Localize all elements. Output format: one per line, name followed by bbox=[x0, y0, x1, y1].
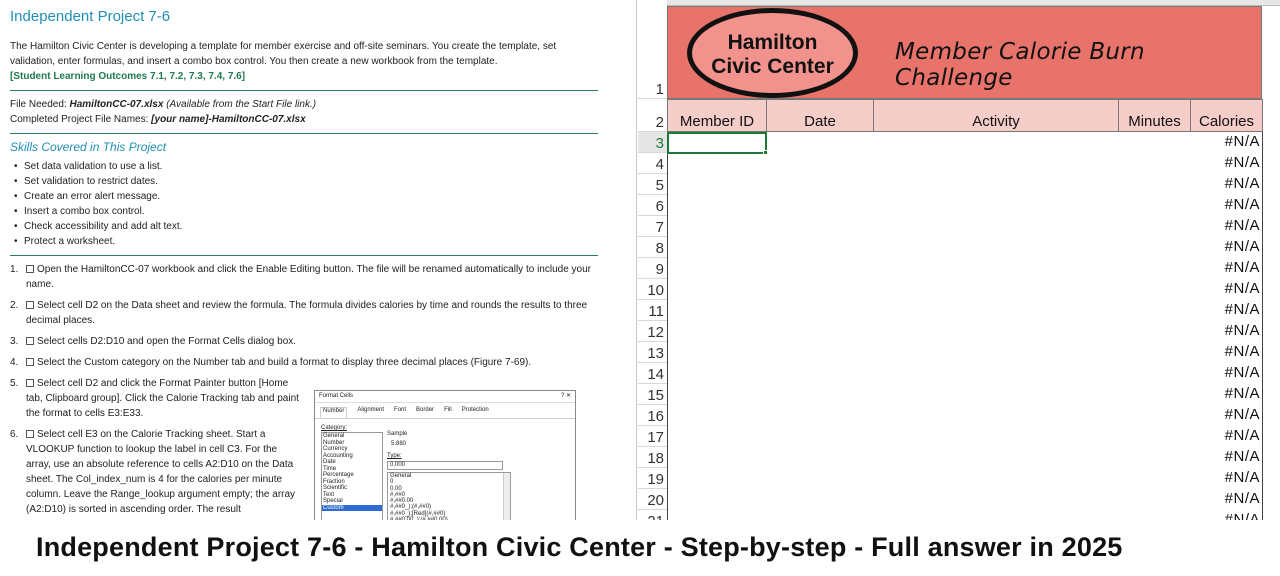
row-header[interactable]: 8 bbox=[638, 237, 667, 258]
caption-text: Independent Project 7-6 - Hamilton Civic Center - Step-by-step - Full answer in 2025 bbox=[36, 532, 1123, 562]
logo-line-1: Hamilton bbox=[727, 31, 818, 54]
data-cell[interactable] bbox=[667, 342, 767, 364]
data-cell[interactable] bbox=[1118, 342, 1191, 364]
data-cell[interactable] bbox=[667, 363, 767, 385]
data-cell[interactable] bbox=[667, 153, 767, 175]
data-cell[interactable] bbox=[766, 489, 874, 511]
data-cell[interactable] bbox=[1118, 321, 1191, 343]
data-cell[interactable] bbox=[873, 384, 1119, 406]
data-cell[interactable] bbox=[766, 468, 874, 490]
step-number: 6. bbox=[10, 429, 19, 440]
data-cell[interactable] bbox=[766, 279, 874, 301]
row-header[interactable]: 6 bbox=[638, 195, 667, 216]
row-header[interactable]: 12 bbox=[638, 321, 667, 342]
sheet-headline: Member Calorie Burn Challenge bbox=[895, 39, 1145, 91]
panel-divider bbox=[608, 0, 638, 520]
category-item: Accounting bbox=[323, 452, 353, 459]
row-header[interactable]: 14 bbox=[638, 363, 667, 384]
data-cell[interactable] bbox=[1118, 195, 1191, 217]
row-header[interactable]: 9 bbox=[638, 258, 667, 279]
calories-cell[interactable]: #N/A bbox=[1190, 237, 1263, 259]
data-cell[interactable] bbox=[873, 195, 1119, 217]
row-header[interactable]: 11 bbox=[638, 300, 667, 321]
data-cell[interactable] bbox=[667, 195, 767, 217]
data-cell[interactable] bbox=[766, 300, 874, 322]
step-number: 2. bbox=[10, 300, 19, 311]
format-cells-dialog-figure bbox=[314, 390, 576, 530]
row-header[interactable]: 16 bbox=[638, 405, 667, 426]
format-item: #,##0.00 bbox=[390, 498, 414, 505]
data-cell[interactable] bbox=[766, 384, 874, 406]
category-item: Number bbox=[323, 439, 345, 446]
data-cell[interactable] bbox=[667, 468, 767, 490]
format-list-scrollbar bbox=[503, 473, 510, 521]
data-cell[interactable] bbox=[873, 279, 1119, 301]
calories-cell[interactable]: #N/A bbox=[1190, 321, 1263, 343]
step-text: Select cells D2:D10 and open the Format Cells dialog box. bbox=[37, 336, 297, 347]
data-cell[interactable] bbox=[766, 447, 874, 469]
skill-item: • Insert a combo box control. bbox=[14, 204, 598, 219]
completed-file-name: [your name]-HamiltonCC-07.xlsx bbox=[151, 114, 306, 125]
skill-item: • Set data validation to use a list. bbox=[14, 159, 598, 174]
data-cell[interactable] bbox=[667, 447, 767, 469]
step-text: Select cell D2 and click the Format Painter button [Home tab, Clipboard group]. Click the Calorie Tracking tab and paint the format to cells E3:E33. bbox=[26, 378, 299, 419]
format-item: 0.00 bbox=[390, 485, 402, 492]
skills-list bbox=[10, 159, 598, 249]
step-item bbox=[10, 427, 300, 517]
step-number: 4. bbox=[10, 357, 19, 368]
step-checkbox[interactable] bbox=[26, 430, 34, 438]
data-cell[interactable] bbox=[873, 342, 1119, 364]
row-header[interactable]: 18 bbox=[638, 447, 667, 468]
data-cell[interactable] bbox=[1118, 258, 1191, 280]
skill-item: • Create an error alert message. bbox=[14, 189, 598, 204]
calories-cell[interactable]: #N/A bbox=[1190, 153, 1263, 175]
category-item: Date bbox=[323, 459, 336, 465]
dialog-tab: Font bbox=[394, 407, 407, 413]
data-cell[interactable] bbox=[766, 342, 874, 364]
format-item: General bbox=[390, 473, 412, 479]
column-header-cell[interactable]: Date bbox=[766, 99, 874, 132]
type-input: 0.000 bbox=[387, 461, 503, 470]
data-cell[interactable] bbox=[766, 363, 874, 385]
completed-file: Completed Project File Names: [your name]-HamiltonCC-07.xlsx bbox=[10, 114, 306, 125]
data-cell[interactable] bbox=[766, 195, 874, 217]
data-cell[interactable] bbox=[1118, 426, 1191, 448]
sample-value: 5.880 bbox=[391, 441, 407, 447]
category-item: Time bbox=[323, 465, 337, 472]
step-checkbox[interactable] bbox=[26, 379, 34, 387]
category-item: Custom bbox=[322, 505, 382, 512]
fill-handle[interactable] bbox=[763, 150, 768, 155]
hamilton-logo bbox=[687, 8, 858, 98]
data-cell[interactable] bbox=[1118, 174, 1191, 196]
spreadsheet bbox=[638, 0, 1280, 520]
step-checkbox[interactable] bbox=[26, 337, 34, 345]
row-header[interactable]: 4 bbox=[638, 153, 667, 174]
format-item: #,##0 bbox=[390, 491, 406, 498]
data-cell[interactable] bbox=[667, 426, 767, 448]
category-item: General bbox=[323, 433, 345, 439]
data-cell[interactable] bbox=[766, 258, 874, 280]
data-cell[interactable] bbox=[873, 426, 1119, 448]
data-cell[interactable] bbox=[1118, 216, 1191, 238]
selected-cell[interactable] bbox=[667, 132, 767, 154]
data-cell[interactable] bbox=[873, 300, 1119, 322]
calories-cell[interactable]: #N/A bbox=[1190, 405, 1263, 427]
calories-cell[interactable]: #N/A bbox=[1190, 489, 1263, 511]
calories-cell[interactable]: #N/A bbox=[1190, 279, 1263, 301]
video-caption bbox=[0, 520, 1280, 576]
data-cell[interactable] bbox=[1118, 489, 1191, 511]
calories-cell[interactable]: #N/A bbox=[1190, 300, 1263, 322]
dialog-tab: Number bbox=[320, 407, 347, 418]
data-cell[interactable] bbox=[873, 468, 1119, 490]
row-header[interactable]: 5 bbox=[638, 174, 667, 195]
calories-cell[interactable]: #N/A bbox=[1190, 195, 1263, 217]
dialog-tab: Fill bbox=[444, 407, 452, 413]
dialog-tab: Protection bbox=[461, 407, 489, 413]
data-cell[interactable] bbox=[667, 321, 767, 343]
data-cell[interactable] bbox=[1118, 384, 1191, 406]
data-cell[interactable] bbox=[873, 405, 1119, 427]
data-cell[interactable] bbox=[766, 216, 874, 238]
data-cell[interactable] bbox=[873, 237, 1119, 259]
column-header-cell[interactable]: Activity bbox=[873, 99, 1119, 132]
row-header[interactable]: 1 bbox=[638, 6, 667, 99]
skill-item: • Check accessibility and add alt text. bbox=[14, 219, 598, 234]
dialog-controls: ? ✕ bbox=[560, 393, 571, 399]
format-item: #,##0_);[Red](#,##0) bbox=[390, 510, 446, 517]
row-header[interactable]: 15 bbox=[638, 384, 667, 405]
step-item bbox=[10, 262, 598, 292]
data-cell[interactable] bbox=[766, 174, 874, 196]
dialog-title: Format Cells bbox=[319, 393, 354, 399]
calories-cell[interactable]: #N/A bbox=[1190, 468, 1263, 490]
dialog-tab: Border bbox=[416, 407, 435, 413]
category-item: Fraction bbox=[323, 478, 345, 485]
calories-cell[interactable]: #N/A bbox=[1190, 447, 1263, 469]
title-banner bbox=[667, 6, 1262, 99]
data-cell[interactable] bbox=[766, 321, 874, 343]
calories-cell[interactable]: #N/A bbox=[1190, 342, 1263, 364]
sample-label: Sample bbox=[387, 431, 408, 437]
step-checkbox[interactable] bbox=[26, 265, 34, 273]
calories-cell[interactable]: #N/A bbox=[1190, 132, 1263, 154]
data-cell[interactable] bbox=[1118, 468, 1191, 490]
category-item: Special bbox=[323, 498, 343, 504]
dialog-tabs bbox=[315, 403, 575, 419]
project-intro: The Hamilton Civic Center is developing a template for member exercise and off-site seminars. You create the template, set validation, enter formulas, and insert a combo box control. You then create a new workbook from the template. bbox=[10, 41, 557, 67]
category-item: Percentage bbox=[323, 472, 354, 478]
step-number: 3. bbox=[10, 336, 19, 347]
learning-outcomes: [Student Learning Outcomes 7.1, 7.2, 7.3, 7.4, 7.6] bbox=[10, 71, 246, 82]
calories-cell[interactable]: #N/A bbox=[1190, 426, 1263, 448]
data-cell[interactable] bbox=[1118, 279, 1191, 301]
data-cell[interactable] bbox=[766, 405, 874, 427]
data-cell[interactable] bbox=[1118, 300, 1191, 322]
row-header[interactable]: 2 bbox=[638, 99, 667, 132]
row-header[interactable]: 17 bbox=[638, 426, 667, 447]
data-cell[interactable] bbox=[873, 489, 1119, 511]
calories-cell[interactable]: #N/A bbox=[1190, 216, 1263, 238]
calories-cell[interactable]: #N/A bbox=[1190, 384, 1263, 406]
data-cell[interactable] bbox=[873, 132, 1119, 154]
step-text: Select the Custom category on the Number tab and build a format to display three decimal places (Figure 7-69). bbox=[37, 357, 532, 368]
divider bbox=[10, 255, 598, 256]
data-cell[interactable] bbox=[873, 174, 1119, 196]
format-item: 0 bbox=[390, 479, 394, 486]
step-number: 1. bbox=[10, 264, 19, 275]
data-cell[interactable] bbox=[873, 153, 1119, 175]
row-header[interactable]: 7 bbox=[638, 216, 667, 237]
format-item: #,##0_);(#,##0) bbox=[390, 504, 432, 511]
data-cell[interactable] bbox=[667, 174, 767, 196]
data-cell[interactable] bbox=[667, 405, 767, 427]
data-cell[interactable] bbox=[1118, 132, 1191, 154]
row-header[interactable]: 20 bbox=[638, 489, 667, 510]
data-cell[interactable] bbox=[873, 363, 1119, 385]
data-cell[interactable] bbox=[873, 447, 1119, 469]
column-header-cell[interactable]: Member ID bbox=[667, 99, 767, 132]
category-item: Text bbox=[323, 491, 335, 498]
data-cell[interactable] bbox=[667, 279, 767, 301]
data-cell[interactable] bbox=[667, 384, 767, 406]
divider bbox=[10, 90, 598, 91]
logo-line-2: Civic Center bbox=[711, 55, 834, 78]
data-cell[interactable] bbox=[667, 216, 767, 238]
calories-cell[interactable]: #N/A bbox=[1190, 174, 1263, 196]
skill-item: • Protect a worksheet. bbox=[14, 234, 598, 249]
data-cell[interactable] bbox=[1118, 363, 1191, 385]
data-cell[interactable] bbox=[667, 300, 767, 322]
data-cell[interactable] bbox=[766, 132, 874, 154]
row-header[interactable]: 3 bbox=[638, 132, 667, 153]
step-text: Select cell E3 on the Calorie Tracking sheet. Start a VLOOKUP function to lookup the label in cell C3. For the array, use an absolute reference to cells A2:D10 on the Data sheet. The Col_index_num is 4 for the calories per minute column. Leave the Range_lookup argument empty; the array (A2:D10) is sorted in ascending order. The result bbox=[26, 429, 296, 515]
step-item bbox=[10, 298, 598, 328]
column-header-cell[interactable]: Minutes bbox=[1118, 99, 1191, 132]
category-label: Category: bbox=[321, 425, 348, 431]
row-header[interactable]: 10 bbox=[638, 279, 667, 300]
step-item bbox=[10, 376, 300, 421]
data-cell[interactable] bbox=[1118, 153, 1191, 175]
data-cell[interactable] bbox=[1118, 405, 1191, 427]
format-list bbox=[387, 472, 511, 522]
category-item: Currency bbox=[323, 446, 348, 452]
column-header-cell[interactable]: Calories bbox=[1190, 99, 1263, 132]
skills-heading: Skills Covered in This Project bbox=[10, 140, 167, 154]
data-cell[interactable] bbox=[873, 216, 1119, 238]
data-cell[interactable] bbox=[1118, 447, 1191, 469]
step-item bbox=[10, 334, 598, 349]
data-cell[interactable] bbox=[667, 237, 767, 259]
data-cell[interactable] bbox=[667, 258, 767, 280]
category-list bbox=[321, 432, 383, 522]
type-label: Type: bbox=[387, 453, 402, 459]
project-title: Independent Project 7-6 bbox=[10, 8, 171, 25]
step-checkbox[interactable] bbox=[26, 358, 34, 366]
data-cell[interactable] bbox=[873, 258, 1119, 280]
divider bbox=[10, 133, 598, 134]
data-cell[interactable] bbox=[766, 237, 874, 259]
data-cell[interactable] bbox=[766, 153, 874, 175]
data-cell[interactable] bbox=[873, 321, 1119, 343]
dialog-tab: Alignment bbox=[357, 407, 385, 413]
step-number: 5. bbox=[10, 378, 19, 389]
file-needed-name: HamiltonCC-07.xlsx bbox=[69, 99, 164, 110]
data-cell[interactable] bbox=[766, 426, 874, 448]
step-checkbox[interactable] bbox=[26, 301, 34, 309]
data-cell[interactable] bbox=[667, 489, 767, 511]
calories-cell[interactable]: #N/A bbox=[1190, 258, 1263, 280]
category-item: Scientific bbox=[323, 485, 348, 491]
row-header[interactable]: 19 bbox=[638, 468, 667, 489]
step-text: Select cell D2 on the Data sheet and review the formula. The formula divides calories by time and rounds the results to three decimal places. bbox=[26, 300, 588, 326]
step-text: Open the HamiltonCC-07 workbook and click the Enable Editing button. The file will be renamed automatically to include your name. bbox=[26, 264, 592, 290]
file-needed: File Needed: HamiltonCC-07.xlsx (Available from the Start File link.) bbox=[10, 99, 317, 110]
data-cell[interactable] bbox=[1118, 237, 1191, 259]
row-header[interactable]: 13 bbox=[638, 342, 667, 363]
step-item bbox=[10, 355, 598, 370]
skill-item: • Set validation to restrict dates. bbox=[14, 174, 598, 189]
calories-cell[interactable]: #N/A bbox=[1190, 363, 1263, 385]
